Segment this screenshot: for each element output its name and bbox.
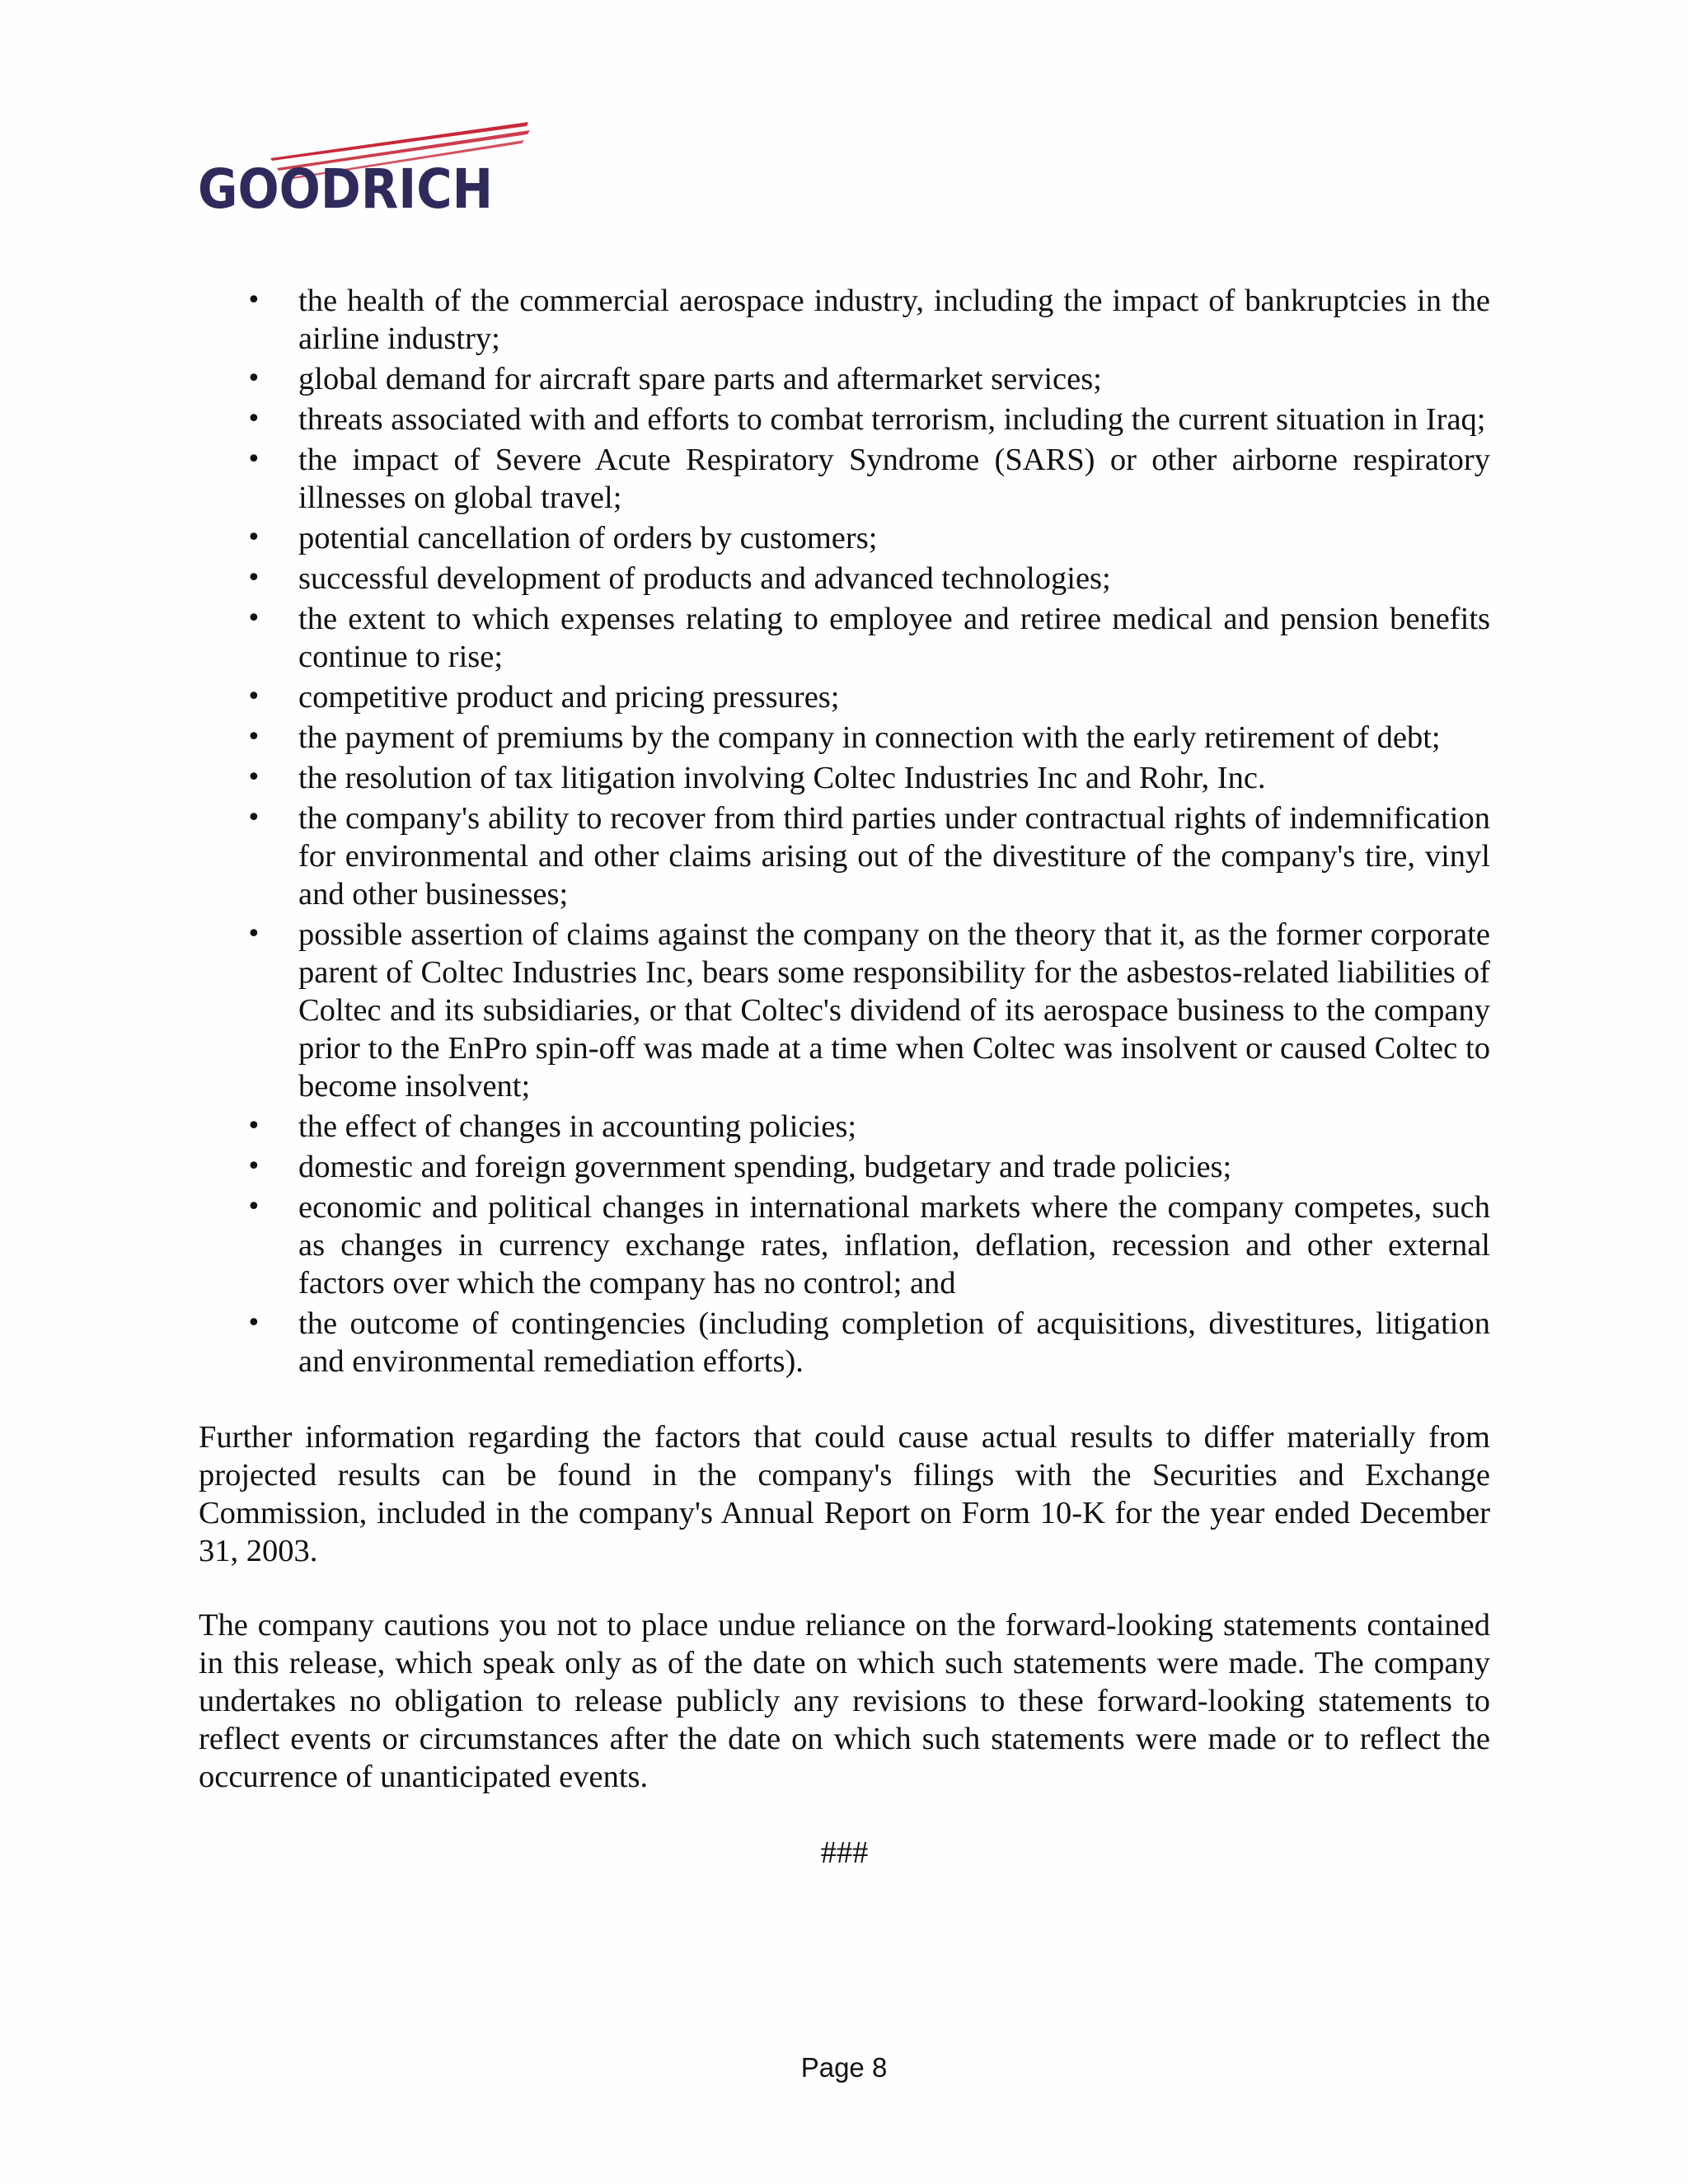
risk-factor-item: [246, 678, 1490, 716]
risk-factor-text: competitive product and pricing pressures;: [298, 680, 840, 715]
risk-factor-item: [246, 1305, 1490, 1380]
risk-factor-item: [246, 799, 1490, 913]
risk-factor-text: successful development of products and advanced technologies;: [298, 561, 1111, 596]
logo-wordmark: GOODRICH: [198, 157, 493, 221]
bullet-icon: •: [246, 604, 261, 633]
bullet-icon: •: [246, 405, 261, 434]
risk-factor-text: the extent to which expenses relating to employee and retiree medical and pension benefits continue to rise;: [298, 602, 1490, 674]
bullet-icon: •: [246, 804, 261, 832]
risk-factor-text: domestic and foreign government spending, budgetary and trade policies;: [298, 1150, 1232, 1184]
risk-factor-item: [246, 1148, 1490, 1186]
bullet-icon: •: [246, 1112, 261, 1141]
goodrich-logo: [196, 115, 542, 223]
risk-factor-text: economic and political changes in international markets where the company competes, such as changes in currency exchange rates, inflation, deflation, recession and other external factors over which the company has no control; and: [298, 1190, 1490, 1301]
risk-factor-item: [246, 1188, 1490, 1302]
risk-factor-item: [246, 519, 1490, 557]
risk-factor-item: [246, 759, 1490, 797]
risk-factor-text: the payment of premiums by the company in connection with the early retirement of debt;: [298, 720, 1441, 755]
further-information-paragraph: Further information regarding the factors that could cause actual results to differ materially from projected results can be found in the company's filings with the Securities and Exchange Commission, included in the company's Annual Report on Form 10-K for the year ended December 31, 2003.: [199, 1420, 1490, 1568]
risk-factor-text: the company's ability to recover from third parties under contractual rights of indemnification for environmental and other claims arising out of the divestiture of the company's tire, vinyl and other businesses;: [298, 801, 1490, 912]
risk-factor-list: [199, 282, 1490, 1380]
risk-factor-text: the outcome of contingencies (including completion of acquisitions, divestitures, litigation and environmental remediation efforts).: [298, 1306, 1490, 1379]
risk-factor-text: potential cancellation of orders by customers;: [298, 521, 878, 555]
risk-factor-item: [246, 282, 1490, 358]
risk-factor-item: [246, 600, 1490, 676]
risk-factor-text: possible assertion of claims against the company on the theory that it, as the former corporate parent of Coltec Industries Inc, bears some responsibility for the asbestos-related liabilities of Coltec and its subsidiaries, or that Coltec's dividend of its aerospace business to the company prior to the EnPro spin-off was made at a time when Coltec was insolvent or caused Coltec to become insolvent;: [298, 917, 1490, 1104]
risk-factor-text: the resolution of tax litigation involving Coltec Industries Inc and Rohr, Inc.: [298, 761, 1266, 795]
risk-factor-item: [246, 916, 1490, 1105]
risk-factor-text: threats associated with and efforts to combat terrorism, including the current situation in Iraq;: [298, 402, 1486, 437]
end-of-release-mark: ###: [820, 1835, 869, 1870]
risk-factor-text: the effect of changes in accounting policies;: [298, 1109, 857, 1144]
risk-factor-item: [246, 401, 1490, 438]
risk-factor-item: [246, 560, 1490, 598]
bullet-icon: •: [246, 1193, 261, 1221]
bullet-icon: •: [246, 564, 261, 593]
risk-factor-item: [246, 719, 1490, 757]
risk-factor-item: [246, 360, 1490, 398]
bullet-icon: •: [246, 523, 261, 552]
risk-factor-item: [246, 441, 1490, 517]
risk-factor-item: [246, 1108, 1490, 1146]
logo-swoosh-graphic: [196, 115, 542, 223]
bullet-icon: •: [246, 364, 261, 393]
bullet-icon: •: [246, 682, 261, 711]
bullet-icon: •: [246, 445, 261, 474]
risk-factor-text: the impact of Severe Acute Respiratory Syndrome (SARS) or other airborne respiratory illnesses on global travel;: [298, 443, 1490, 515]
caution-paragraph: The company cautions you not to place undue reliance on the forward-looking statements contained in this release, which speak only as of the date on which such statements were made. The company undertakes no obligation to release publicly any revisions to these forward-looking statements to reflect events or circumstances after the date on which such statements were made or to reflect the occurrence of unanticipated events.: [199, 1608, 1490, 1794]
bullet-icon: •: [246, 1152, 261, 1181]
bullet-icon: •: [246, 286, 261, 315]
bullet-icon: •: [246, 763, 261, 792]
page-number: Page 8: [800, 2052, 888, 2083]
bullet-icon: •: [246, 920, 261, 949]
bullet-icon: •: [246, 723, 261, 752]
risk-factor-text: the health of the commercial aerospace industry, including the impact of bankruptcies in the airline industry;: [298, 284, 1490, 356]
bullet-icon: •: [246, 1309, 261, 1338]
risk-factor-text: global demand for aircraft spare parts and aftermarket services;: [298, 362, 1102, 396]
document-body: [199, 282, 1490, 1872]
